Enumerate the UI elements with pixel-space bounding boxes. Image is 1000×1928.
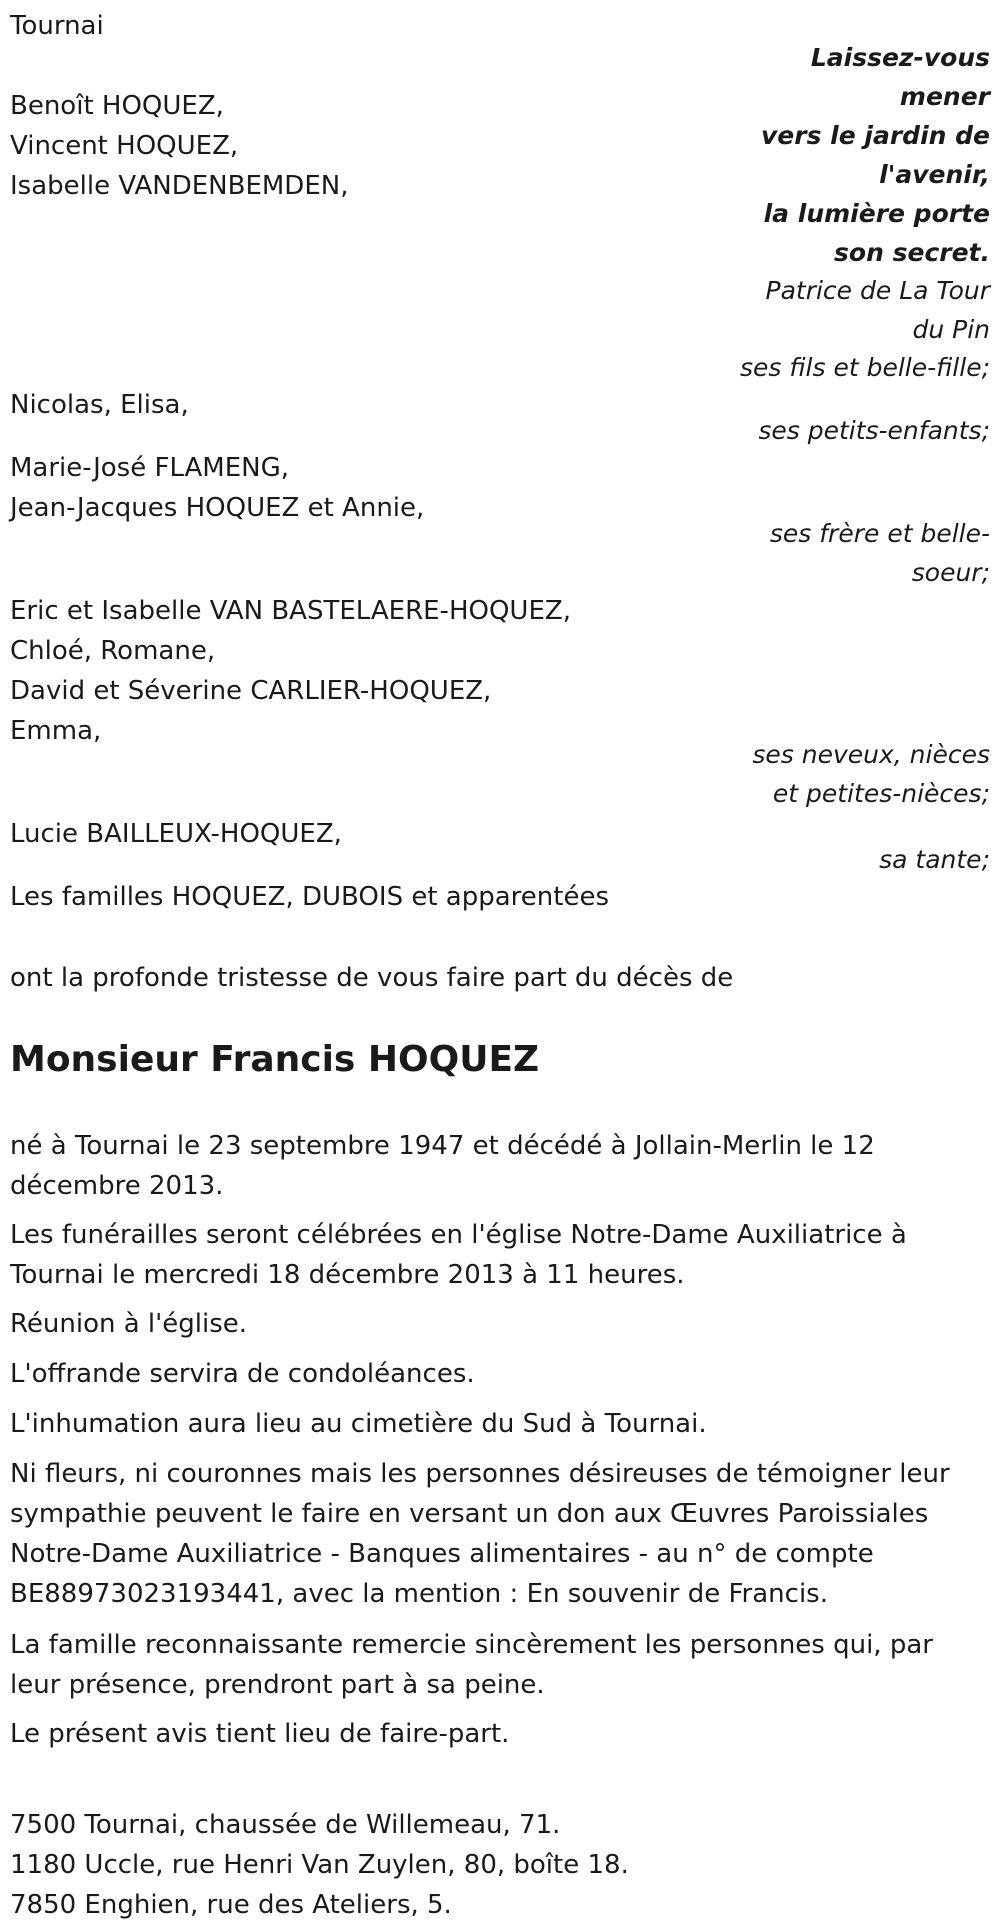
families-line: Les familles HOQUEZ, DUBOIS et apparentées: [10, 882, 609, 912]
birth-death-paragraph: né à Tournai le 23 septembre 1947 et décédé à Jollain-Merlin le 12 décembre 2013.: [10, 1131, 875, 1201]
deceased-name: Monsieur Francis HOQUEZ: [10, 1039, 540, 1080]
donation-paragraph: Ni fleurs, ni couronnes mais les personnes désireuses de témoigner leur sympathie peuvent le faire en versant un don aux Œuvres Paroissiales Notre-Dame Auxiliatrice - Banques alimentaires - au n° de compte BE88973023193441, avec la mention : En souvenir de Francis.: [10, 1459, 950, 1609]
relation-line: ses neveux, nièces: [752, 740, 990, 769]
announcement-text: ont la profonde tristesse de vous faire part du décès de: [10, 963, 734, 993]
relation-label: [752, 735, 990, 813]
family-member-name: Benoît HOQUEZ,: [10, 91, 224, 121]
relation-line: et petites-nièces;: [772, 779, 990, 808]
relation-label: ses petits-enfants;: [758, 416, 990, 445]
thanks-paragraph: La famille reconnaissante remercie sincèrement les personnes qui, par leur présence, prendront part à sa peine.: [10, 1630, 933, 1700]
poem-quote: [761, 38, 990, 272]
poem-line: Laissez-vous: [810, 43, 990, 72]
family-member-name: Nicolas, Elisa,: [10, 390, 189, 420]
family-member-name: Vincent HOQUEZ,: [10, 131, 239, 161]
offering-paragraph: L'offrande servira de condoléances.: [10, 1359, 475, 1389]
family-member-name: Emma,: [10, 716, 102, 746]
address-line: 7500 Tournai, chaussée de Willemeau, 71.: [10, 1810, 561, 1840]
poem-line: l'avenir,: [879, 160, 990, 189]
family-member-name: Isabelle VANDENBEMDEN,: [10, 171, 349, 201]
poem-line: mener: [899, 82, 990, 111]
relation-line: soeur;: [911, 558, 990, 587]
relation-label: sa tante;: [879, 845, 990, 874]
poem-author-line: du Pin: [912, 315, 990, 344]
funeral-paragraph: Les funérailles seront célébrées en l'église Notre-Dame Auxiliatrice à Tournai le mercredi 18 décembre 2013 à 11 heures.: [10, 1220, 907, 1290]
notice-paragraph: Le présent avis tient lieu de faire-part.: [10, 1719, 510, 1749]
address-line: 1180 Uccle, rue Henri Van Zuylen, 80, boîte 18.: [10, 1850, 629, 1880]
family-member-name: David et Séverine CARLIER-HOQUEZ,: [10, 676, 492, 706]
family-member-name: Marie-José FLAMENG,: [10, 453, 290, 483]
poem-author-line: Patrice de La Tour: [765, 276, 990, 305]
meeting-paragraph: Réunion à l'église.: [10, 1309, 248, 1339]
family-member-name: Chloé, Romane,: [10, 636, 216, 666]
relation-line: ses frère et belle-: [769, 519, 990, 548]
relation-label: ses fils et belle-fille;: [740, 353, 990, 382]
poem-author: [766, 271, 991, 349]
poem-line: la lumière porte: [763, 199, 990, 228]
family-member-name: Eric et Isabelle VAN BASTELAERE-HOQUEZ,: [10, 596, 571, 626]
poem-line: son secret.: [834, 238, 990, 267]
family-member-name: Jean-Jacques HOQUEZ et Annie,: [10, 493, 425, 523]
relation-label: [770, 514, 990, 592]
address-line: 7850 Enghien, rue des Ateliers, 5.: [10, 1890, 452, 1920]
burial-paragraph: L'inhumation aura lieu au cimetière du Sud à Tournai.: [10, 1409, 707, 1439]
poem-line: vers le jardin de: [761, 121, 990, 150]
city-header: Tournai: [10, 11, 104, 41]
family-member-name: Lucie BAILLEUX-HOQUEZ,: [10, 819, 342, 849]
